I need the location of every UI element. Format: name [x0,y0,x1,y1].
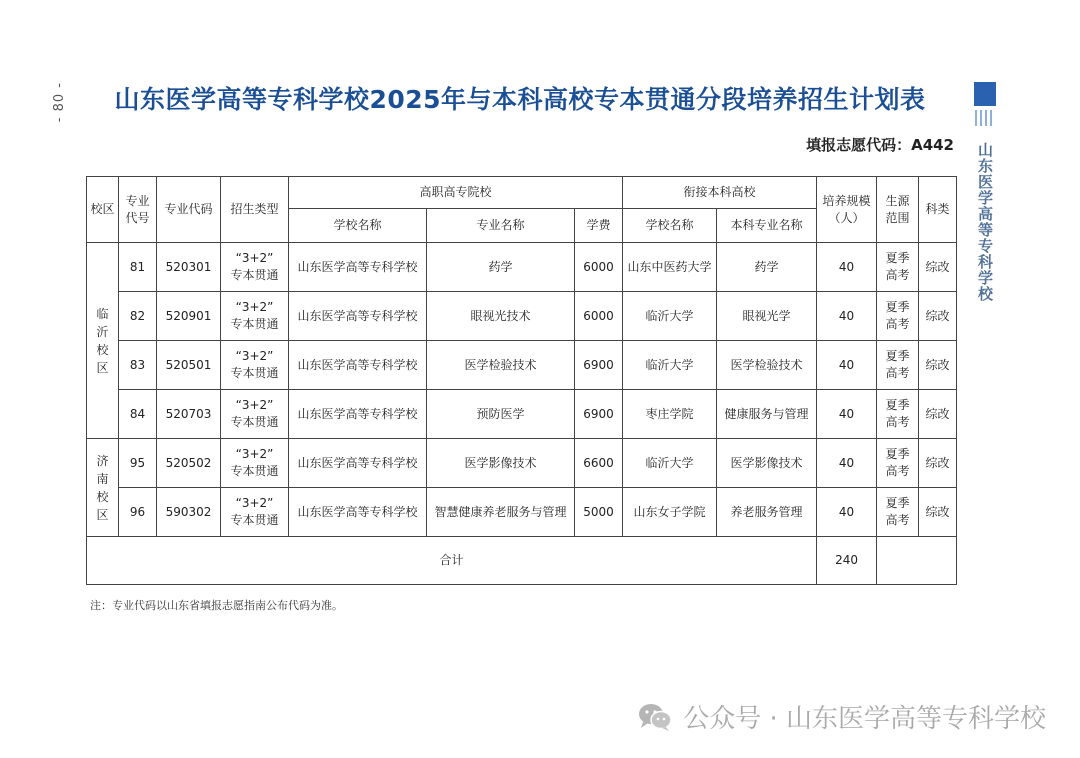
cell-major-code: 520501 [157,341,221,390]
header-major-no-text: 专业 代号 [125,193,150,225]
cell-scale: 40 [817,390,877,439]
campus-cell [87,439,119,537]
cell-major-code: 520901 [157,292,221,341]
cell-source: 夏季 高考 [877,390,919,439]
cell-subject: 综改 [919,390,957,439]
total-label: 合计 [87,537,817,585]
cell-tuition: 6000 [575,292,623,341]
sidebar-stripes [974,110,996,126]
cell-subject: 综改 [919,341,957,390]
cell-major-no: 96 [119,488,157,537]
campus-label: 济 南 校 区 [96,453,109,522]
cell-undergrad-school: 枣庄学院 [623,390,717,439]
table-row [87,243,957,292]
cell-subject: 综改 [919,292,957,341]
cell-major: 眼视光技术 [427,292,575,341]
cell-major-code: 590302 [157,488,221,537]
cell-major-no: 81 [119,243,157,292]
cell-subject: 综改 [919,439,957,488]
cell-enroll-type: “3+2” 专本贯通 [221,292,289,341]
cell-school: 山东医学高等专科学校 [289,341,427,390]
footnote: 注：专业代码以山东省填报志愿指南公布代码为准。 [90,599,343,612]
cell-tuition: 6900 [575,341,623,390]
campus-cell [87,243,119,439]
header-school-name: 学校名称 [289,209,427,243]
table-row [87,488,957,537]
cell-school: 山东医学高等专科学校 [289,292,427,341]
header-undergrad-school: 学校名称 [623,209,717,243]
header-campus: 校区 [87,177,119,243]
cell-undergrad-major: 养老服务管理 [717,488,817,537]
cell-school: 山东医学高等专科学校 [289,243,427,292]
wechat-icon [637,702,673,732]
page-number: - 80 - [52,82,67,123]
cell-scale: 40 [817,243,877,292]
total-empty [877,537,957,585]
cell-major-no: 83 [119,341,157,390]
cell-major-no: 84 [119,390,157,439]
cell-source: 夏季 高考 [877,243,919,292]
cell-undergrad-school: 临沂大学 [623,292,717,341]
cell-source: 夏季 高考 [877,341,919,390]
header-source-text: 生源 范围 [885,193,910,225]
page-title: 山东医学高等专科学校2025年与本科高校专本贯通分段培养招生计划表 [114,85,926,114]
cell-major: 预防医学 [427,390,575,439]
cell-undergrad-major: 医学检验技术 [717,341,817,390]
cell-enroll-type: “3+2” 专本贯通 [221,488,289,537]
header-enroll-type: 招生类型 [221,177,289,243]
cell-undergrad-major: 健康服务与管理 [717,390,817,439]
header-scale [817,177,877,243]
cell-enroll-type: “3+2” 专本贯通 [221,243,289,292]
cell-enroll-type: “3+2” 专本贯通 [221,341,289,390]
sidebar-color-block [974,82,996,106]
cell-tuition: 5000 [575,488,623,537]
header-undergrad-group: 衔接本科高校 [623,177,817,209]
header-major-code: 专业代码 [157,177,221,243]
cell-tuition: 6600 [575,439,623,488]
total-row [87,537,957,585]
cell-undergrad-school: 山东女子学院 [623,488,717,537]
table-row [87,390,957,439]
header-major-name: 专业名称 [427,209,575,243]
cell-undergrad-school: 山东中医药大学 [623,243,717,292]
cell-source: 夏季 高考 [877,292,919,341]
cell-undergrad-school: 临沂大学 [623,341,717,390]
table-row [87,439,957,488]
header-major-no [119,177,157,243]
cell-scale: 40 [817,439,877,488]
header-source [877,177,919,243]
cell-scale: 40 [817,488,877,537]
cell-subject: 综改 [919,243,957,292]
cell-scale: 40 [817,292,877,341]
table-row [87,341,957,390]
cell-major: 医学检验技术 [427,341,575,390]
cell-enroll-type: “3+2” 专本贯通 [221,439,289,488]
cell-major-code: 520301 [157,243,221,292]
header-undergrad-major: 本科专业名称 [717,209,817,243]
cell-school: 山东医学高等专科学校 [289,439,427,488]
cell-undergrad-school: 临沂大学 [623,439,717,488]
header-scale-text: 培养规模 （人） [822,193,871,225]
cell-undergrad-major: 医学影像技术 [717,439,817,488]
enrollment-plan-table [86,176,957,585]
cell-undergrad-major: 眼视光学 [717,292,817,341]
cell-tuition: 6900 [575,390,623,439]
sidebar-tab [968,82,1000,322]
header-subject: 科类 [919,177,957,243]
cell-source: 夏季 高考 [877,488,919,537]
cell-major-no: 82 [119,292,157,341]
wechat-watermark [637,698,1046,735]
cell-major: 药学 [427,243,575,292]
watermark-text: 公众号 · 山东医学高等专科学校 [683,704,1046,734]
cell-enroll-type: “3+2” 专本贯通 [221,390,289,439]
campus-label: 临 沂 校 区 [96,306,109,375]
cell-undergrad-major: 药学 [717,243,817,292]
cell-scale: 40 [817,341,877,390]
total-value: 240 [817,537,877,585]
header-tuition: 学费 [575,209,623,243]
cell-school: 山东医学高等专科学校 [289,488,427,537]
cell-source: 夏季 高考 [877,439,919,488]
header-vocational-group: 高职高专院校 [289,177,623,209]
cell-major-code: 520502 [157,439,221,488]
table-row [87,292,957,341]
cell-major: 医学影像技术 [427,439,575,488]
cell-subject: 综改 [919,488,957,537]
cell-major-code: 520703 [157,390,221,439]
sidebar-label: 山东医学高等专科学校 [976,142,994,302]
cell-school: 山东医学高等专科学校 [289,390,427,439]
cell-major-no: 95 [119,439,157,488]
application-code: 填报志愿代码：A442 [806,136,954,154]
cell-major: 智慧健康养老服务与管理 [427,488,575,537]
cell-tuition: 6000 [575,243,623,292]
